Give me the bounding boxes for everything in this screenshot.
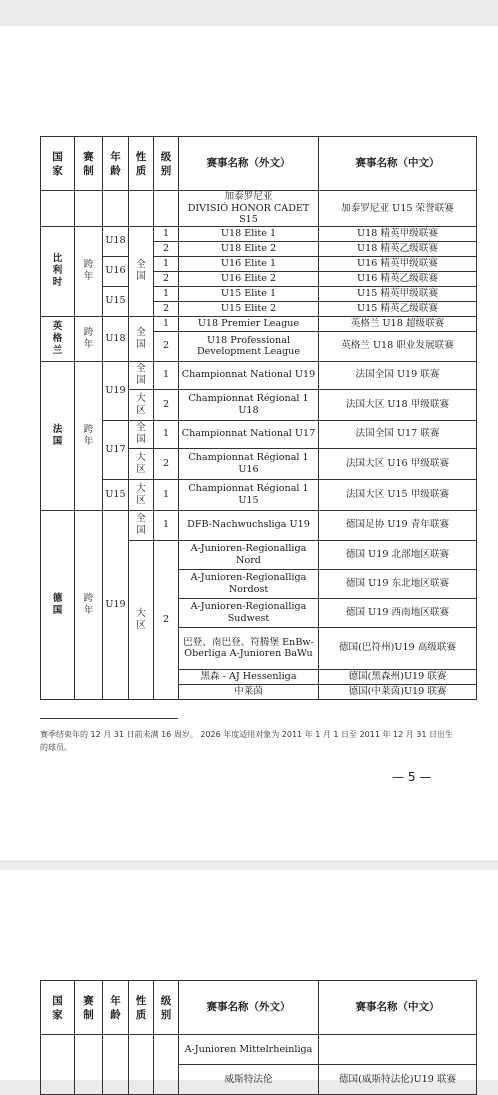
table-row: [41, 1035, 477, 1065]
cell-level: 2: [154, 540, 179, 699]
cell-name-chinese: 德国 U19 北部地区联赛: [319, 540, 477, 569]
cell-level: 2: [154, 271, 179, 286]
table-row: [41, 420, 477, 448]
header-season: 赛制: [75, 137, 103, 191]
cell-name-chinese: 法国大区 U15 甲级联赛: [319, 479, 477, 510]
cell-level: 1: [154, 479, 179, 510]
header-name-foreign: 赛事名称（外文）: [179, 981, 319, 1035]
cell-name-foreign: A-Junioren Mittelrheinliga: [179, 1035, 319, 1065]
cell-name-chinese: 法国大区 U18 甲级联赛: [319, 389, 477, 420]
cell-nature: 全国: [129, 361, 154, 389]
header-country: 国家: [41, 981, 75, 1035]
table-header-row: [41, 137, 477, 191]
header-name-foreign: 赛事名称（外文）: [179, 137, 319, 191]
cell-name-foreign: Championnat National U19: [179, 361, 319, 389]
cell-name-chinese: U16 精英乙级联赛: [319, 271, 477, 286]
cell-age: U19: [103, 510, 129, 699]
cell-age: U19: [103, 361, 129, 420]
cell-season: 跨年: [75, 226, 103, 316]
cell-name-chinese: U18 精英甲级联赛: [319, 226, 477, 241]
table-row: [41, 316, 477, 331]
cell-name-foreign: U18 Professional Development League: [179, 331, 319, 361]
cell-nature: 大区: [129, 479, 154, 510]
cell-country: 法国: [41, 361, 75, 510]
cell-name-foreign: U16 Elite 1: [179, 256, 319, 271]
cell-nature: 全国: [129, 226, 154, 316]
table-row: [41, 361, 477, 389]
cell-name-chinese: 英格兰 U18 职业发展联赛: [319, 331, 477, 361]
cell-level: 2: [154, 389, 179, 420]
cell-age: U18: [103, 226, 129, 256]
cell-nature: 全国: [129, 510, 154, 540]
cell-name-foreign: Championnat Régional 1 U15: [179, 479, 319, 510]
cell-name-chinese: 法国大区 U16 甲级联赛: [319, 448, 477, 479]
cell-nature: 全国: [129, 420, 154, 448]
cell-name-foreign: 威斯特法伦: [179, 1065, 319, 1095]
cell-level: 1: [154, 256, 179, 271]
header-age: 年龄: [103, 137, 129, 191]
cell-name-foreign: Championnat Régional 1 U16: [179, 448, 319, 479]
cell-name-chinese: U15 精英甲级联赛: [319, 286, 477, 301]
cell-name-foreign: U18 Elite 1: [179, 226, 319, 241]
cell-name-chinese: 德国(威斯特法伦)U19 联赛: [319, 1065, 477, 1095]
cell-name-foreign: A-Junioren-Regionalliga Nordost: [179, 569, 319, 598]
cell-name-foreign: U15 Elite 2: [179, 301, 319, 316]
cell-name-foreign: 巴登、南巴登、符腾堡 EnBw-Oberliga A-Junioren BaWu: [179, 627, 319, 669]
cell-level: 2: [154, 241, 179, 256]
table-row: [41, 286, 477, 301]
cell-name-chinese: U16 精英甲级联赛: [319, 256, 477, 271]
cell-level: 2: [154, 331, 179, 361]
cell-country: 比利时: [41, 226, 75, 316]
cell-name-chinese: U18 精英乙级联赛: [319, 241, 477, 256]
cell-age: U15: [103, 286, 129, 316]
header-name-chinese: 赛事名称（中文）: [319, 981, 477, 1035]
cell-name-foreign: U18 Premier League: [179, 316, 319, 331]
cell-name-chinese: 法国全国 U17 联赛: [319, 420, 477, 448]
table-row: [41, 479, 477, 510]
cell-nature: 大区: [129, 448, 154, 479]
footnote-divider: [40, 718, 178, 719]
cell-name-foreign: DFB-Nachwuchsliga U19: [179, 510, 319, 540]
cell-season: 跨年: [75, 361, 103, 510]
competition-table-continued: [40, 980, 477, 1095]
cell-name-foreign: U18 Elite 2: [179, 241, 319, 256]
table-row: [41, 226, 477, 241]
document-page-1: [0, 26, 498, 860]
header-country: 国家: [41, 137, 75, 191]
cell-name-foreign: 加泰罗尼亚 DIVISIÓ HONOR CADET S15: [179, 191, 319, 227]
document-page-2: [0, 870, 498, 1085]
header-nature: 性质: [129, 137, 154, 191]
cell-age: U16: [103, 256, 129, 286]
cell-level: 2: [154, 448, 179, 479]
header-name-chinese: 赛事名称（中文）: [319, 137, 477, 191]
cell-name-foreign: Championnat Régional 1 U18: [179, 389, 319, 420]
header-season: 赛制: [75, 981, 103, 1035]
cell-nature: 大区: [129, 389, 154, 420]
cell-name-chinese: 德国(中莱茵)U19 联赛: [319, 684, 477, 699]
cell-name-chinese: 德国 U19 西南地区联赛: [319, 598, 477, 627]
cell-level: 1: [154, 510, 179, 540]
cell-country: 德国: [41, 510, 75, 699]
cell-country: 英格兰: [41, 316, 75, 361]
table-row: [41, 191, 477, 227]
cell-season: 跨年: [75, 510, 103, 699]
cell-nature: 大区: [129, 540, 154, 699]
page-number: — 5 —: [392, 770, 432, 784]
cell-name-chinese: [319, 1035, 477, 1065]
cell-name-chinese: 德国足协 U19 青年联赛: [319, 510, 477, 540]
header-level: 级别: [154, 981, 179, 1035]
cell-age: U18: [103, 316, 129, 361]
cell-name-chinese: 德国(巴符州)U19 高级联赛: [319, 627, 477, 669]
header-nature: 性质: [129, 981, 154, 1035]
table-row: [41, 256, 477, 271]
cell-name-foreign: U16 Elite 2: [179, 271, 319, 286]
cell-age: U15: [103, 479, 129, 510]
cell-level: 1: [154, 361, 179, 389]
cell-name-foreign: 黑森 - AJ Hessenliga: [179, 669, 319, 684]
cell-name-foreign: U15 Elite 1: [179, 286, 319, 301]
cell-name-chinese: 德国 U19 东北地区联赛: [319, 569, 477, 598]
cell-name-chinese: 英格兰 U18 超级联赛: [319, 316, 477, 331]
cell-season: 跨年: [75, 316, 103, 361]
cell-level: 1: [154, 420, 179, 448]
cell-name-foreign: Championnat National U17: [179, 420, 319, 448]
cell-name-foreign: A-Junioren-Regionalliga Sudwest: [179, 598, 319, 627]
cell-level: 1: [154, 316, 179, 331]
header-level: 级别: [154, 137, 179, 191]
table-row: [41, 510, 477, 540]
competition-table: [40, 136, 477, 700]
cell-age: U17: [103, 420, 129, 479]
footnote: 赛季结束年的 12 月 31 日前未满 16 周岁。 2026 年度适用对象为 2011 年 1 月 1 日至 2011 年 12 月 31 日出生的球员。: [40, 730, 454, 752]
cell-name-foreign: A-Junioren-Regionalliga Nord: [179, 540, 319, 569]
cell-name-chinese: 德国(黑森州)U19 联赛: [319, 669, 477, 684]
cell-level: 1: [154, 286, 179, 301]
cell-name-chinese: 加泰罗尼亚 U15 荣誉联赛: [319, 191, 477, 227]
cell-nature: 全国: [129, 316, 154, 361]
table-header-row: [41, 981, 477, 1035]
cell-level: 1: [154, 226, 179, 241]
cell-name-chinese: 法国全国 U19 联赛: [319, 361, 477, 389]
cell-name-foreign: 中莱茵: [179, 684, 319, 699]
header-age: 年龄: [103, 981, 129, 1035]
cell-name-chinese: U15 精英乙级联赛: [319, 301, 477, 316]
cell-level: 2: [154, 301, 179, 316]
